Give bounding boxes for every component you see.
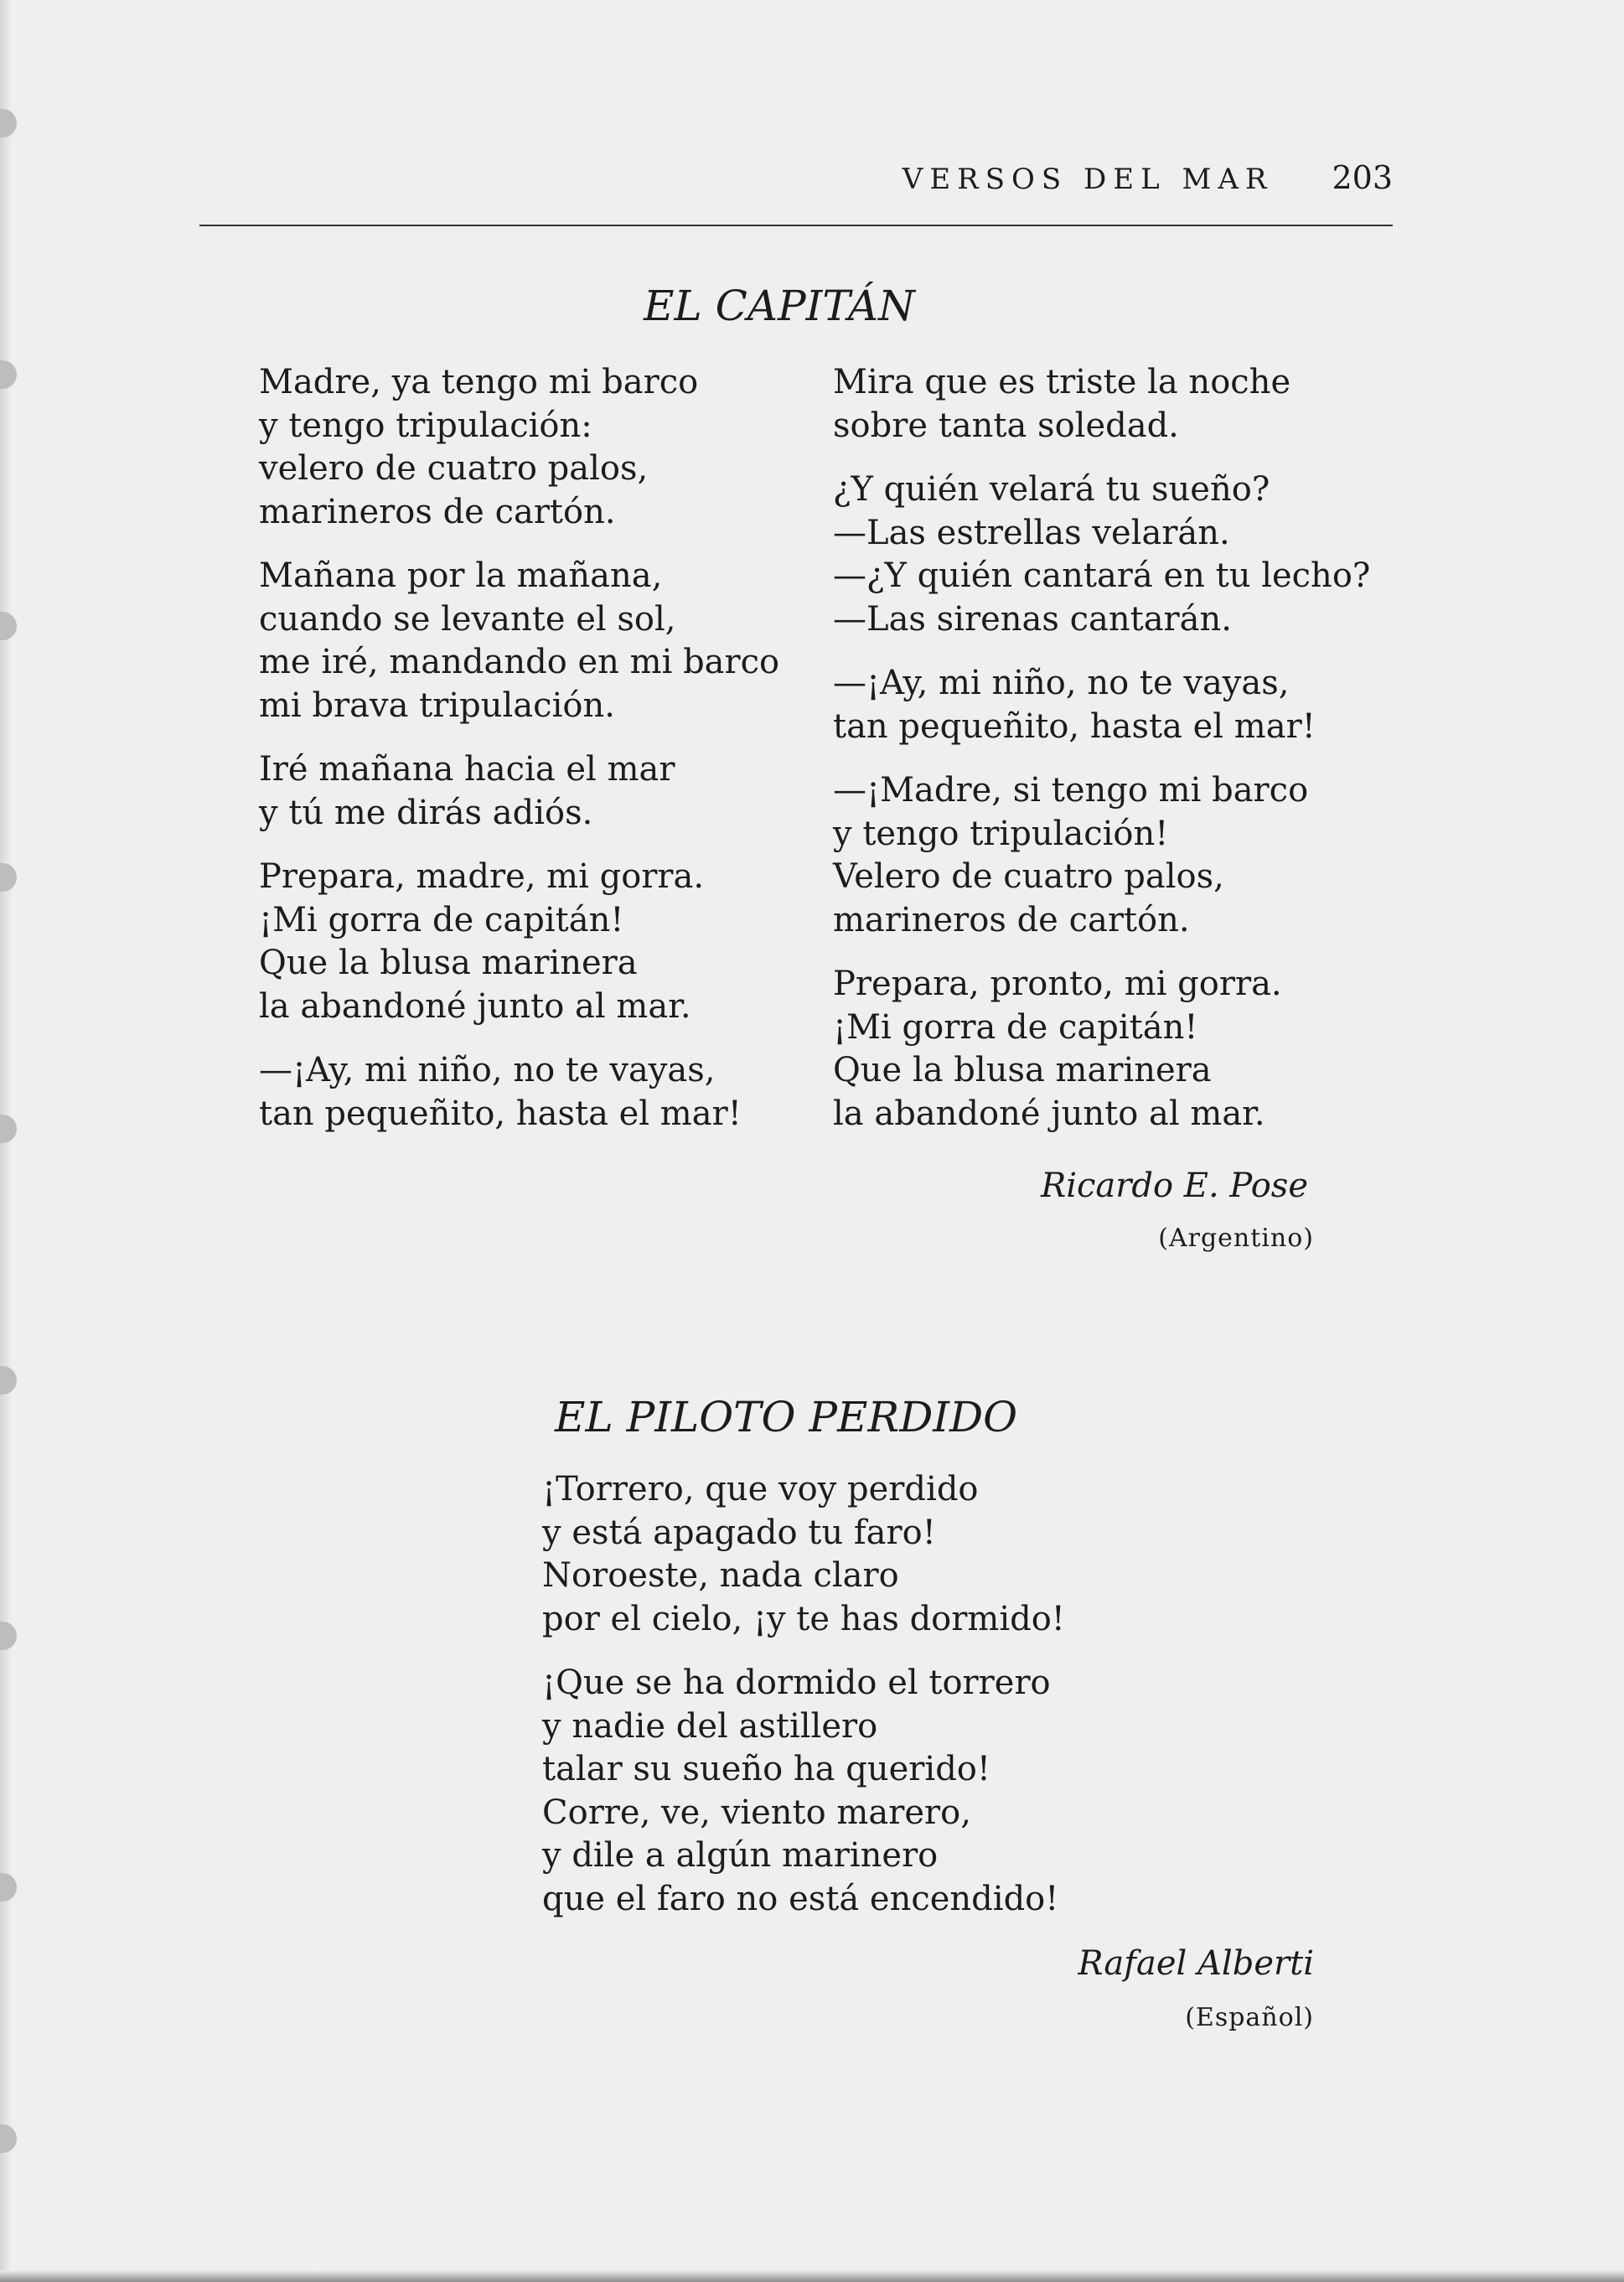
verse-line: —¡Madre, si tengo mi barco [833,771,1309,810]
poem-left-column [259,361,779,1157]
binder-hole [0,1873,17,1902]
binder-hole [0,1115,17,1143]
verse-line: mi brava tripulación. [259,686,615,725]
verse-line: marineros de cartón. [833,900,1190,939]
stanza [833,662,1370,748]
poem-title: EL PILOTO PERDIDO [555,1393,1018,1441]
verse-line: Prepara, madre, mi gorra. [259,857,705,896]
verse-line: Iré mañana hacia el mar [259,750,675,789]
verse-line: sobre tanta soledad. [833,406,1179,445]
poem-body [542,1468,1065,1942]
verse-line: —¿Y quién cantará en tu lecho? [833,556,1371,595]
verse-line: Madre, ya tengo mi barco [259,363,699,401]
verse-line: —¡Ay, mi niño, no te vayas, [259,1051,716,1089]
verse-line: y tengo tripulación: [259,406,592,445]
verse-line: que el faro no está encendido! [542,1879,1059,1918]
binder-hole [0,863,17,892]
stanza [259,555,779,727]
header-rule [199,225,1393,226]
poem-author: Rafael Alberti [1078,1944,1314,1983]
verse-line: Noroeste, nada claro [542,1556,899,1595]
verse-line: Velero de cuatro palos, [833,857,1224,896]
verse-line: marineros de cartón. [259,492,616,531]
binder-hole [0,360,17,389]
author-nationality: (Español) [1185,2003,1314,2032]
stanza [542,1468,1065,1641]
verse-line: la abandoné junto al mar. [259,986,691,1026]
verse-line: Corre, ve, viento marero, [542,1793,971,1832]
verse-line: velero de cuatro palos, [259,449,649,488]
verse-line: ¡Mi gorra de capitán! [259,900,624,939]
verse-line: y está apagado tu faro! [542,1513,936,1552]
stanza [833,361,1370,448]
page-bottom-edge [0,2270,1624,2282]
author-nationality: (Argentino) [1158,1224,1314,1253]
verse-line: —Las sirenas cantarán. [833,599,1232,639]
stanza [259,856,779,1028]
verse-line: ¡Mi gorra de capitán! [833,1007,1198,1047]
verse-line: tan pequeñito, hasta el mar! [833,706,1316,746]
binder-hole [0,2124,17,2153]
running-title: VERSOS DEL MAR [902,163,1274,196]
verse-line: Mañana por la mañana, [259,556,663,595]
poem-title: EL CAPITÁN [644,282,915,330]
page-number: 203 [1332,159,1393,196]
verse-line: Prepara, pronto, mi gorra. [833,965,1282,1003]
stanza [833,769,1370,942]
binder-hole [0,612,17,640]
verse-line: cuando se levante el sol, [259,599,676,639]
poem-author: Ricardo E. Pose [1041,1167,1308,1205]
verse-line: Que la blusa marinera [259,944,638,982]
stanza [259,1049,779,1136]
verse-line: me iré, mandando en mi barco [259,643,780,681]
verse-line: tan pequeñito, hasta el mar! [259,1094,742,1133]
stanza [259,748,779,835]
verse-line: talar su sueño ha querido! [542,1750,990,1788]
stanza [542,1662,1065,1921]
stanza [833,468,1370,641]
binder-hole [0,1366,17,1395]
verse-line: y nadie del astillero [542,1706,878,1746]
verse-line: Que la blusa marinera [833,1051,1212,1089]
verse-line: la abandoné junto al mar. [833,1094,1265,1133]
stanza [833,963,1370,1136]
verse-line: —¡Ay, mi niño, no te vayas, [833,664,1290,702]
verse-line: —Las estrellas velarán. [833,513,1230,552]
verse-line: y tengo tripulación! [833,814,1169,853]
verse-line: y tú me dirás adiós. [259,793,593,832]
verse-line: ¿Y quién velará tu sueño? [833,470,1270,509]
binder-hole [0,1622,17,1650]
verse-line: ¡Que se ha dormido el torrero [542,1664,1051,1702]
binder-hole [0,109,17,137]
verse-line: por el cielo, ¡y te has dormido! [542,1599,1065,1638]
stanza [259,361,779,534]
verse-line: ¡Torrero, que voy perdido [542,1470,979,1508]
verse-line: Mira que es triste la noche [833,363,1291,401]
running-header [0,159,1393,196]
verse-line: y dile a algún marinero [542,1836,939,1875]
poem-right-column [833,361,1370,1157]
